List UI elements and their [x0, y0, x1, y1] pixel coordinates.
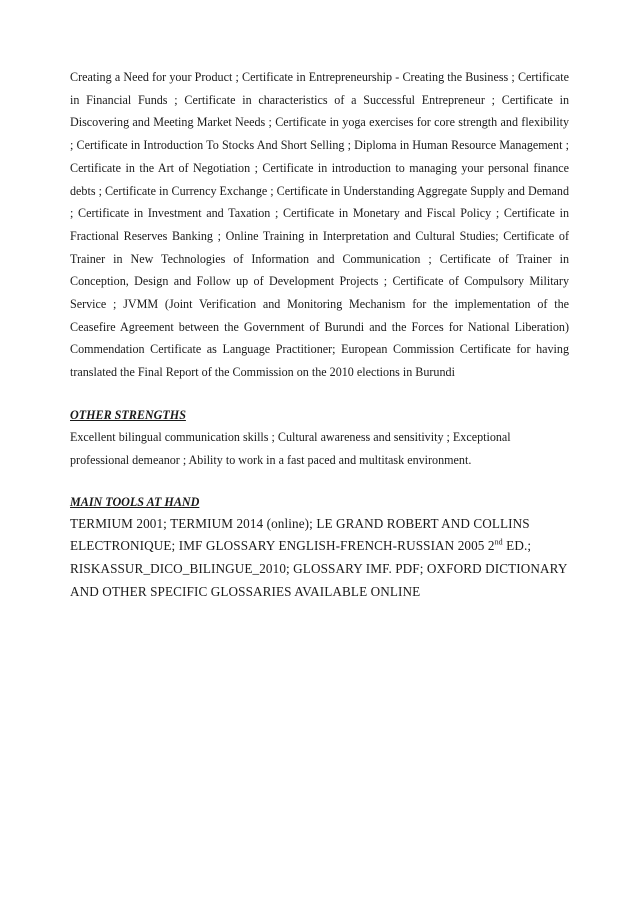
main-tools-text-part2: ED.; RISKASSUR_DICO_BILINGUE_2010; GLOSSARY IMF. PDF; OXFORD DICTIONARY AND OTHER SPECIFIC GLOSSARIES AVAILABLE ONLINE — [70, 538, 567, 599]
other-strengths-text: Excellent bilingual communication skills ; Cultural awareness and sensitivity ; Exceptional professional demeanor ; Ability to work in a fast paced and multitask environment. — [70, 429, 511, 467]
certificates-paragraph: Creating a Need for your Product ; Certificate in Entrepreneurship - Creating the Business ; Certificate in Financial Funds ; Certificate in characteristics of a Successful Entrepreneur ; Certificate in Discovering and Meeting Market Needs ; Certificate in yoga exercises for core strength and flexibility ; Certificate in Introduction To Stocks And Short Selling ; Diploma in Human Resource Management ; Certificate in the Art of Negotiation ; Certificate in introduction to managing your personal finance debts ; Certificate in Currency Exchange ; Certificate in Understanding Aggregate Supply and Demand ; Certificate in Investment and Taxation ; Certificate in Monetary and Fiscal Policy ; Certificate in Fractional Reserves Banking ; Online Training in Interpretation and Cultural Studies; Certificate of Trainer in New Technologies of Information and Communication ; Certificate of Trainer in Conception, Design and Follow up of Development Projects ; Certificate of Compulsory Military Service ; JVMM (Joint Verification and Monitoring Mechanism for the implementation of the Ceasefire Agreement between the Government of Burundi and the Forces for National Liberation) Commendation Certificate as Language Practitioner; European Commission Certificate for having translated the Final Report of the Commission on the 2010 elections in Burundi — [70, 70, 569, 380]
other-strengths-heading: OTHER STRENGTHS — [70, 407, 186, 422]
main-tools-heading: MAIN TOOLS AT HAND — [70, 494, 200, 509]
main-tools-edition-superscript: nd — [494, 538, 503, 548]
document-page — [70, 66, 569, 603]
main-tools-text-part1: TERMIUM 2001; TERMIUM 2014 (online); LE GRAND ROBERT AND COLLINS ELECTRONIQUE; IMF GLOSSARY ENGLISH-FRENCH-RUSSIAN 2005 2 — [70, 515, 530, 554]
main-tools-text — [70, 513, 569, 603]
